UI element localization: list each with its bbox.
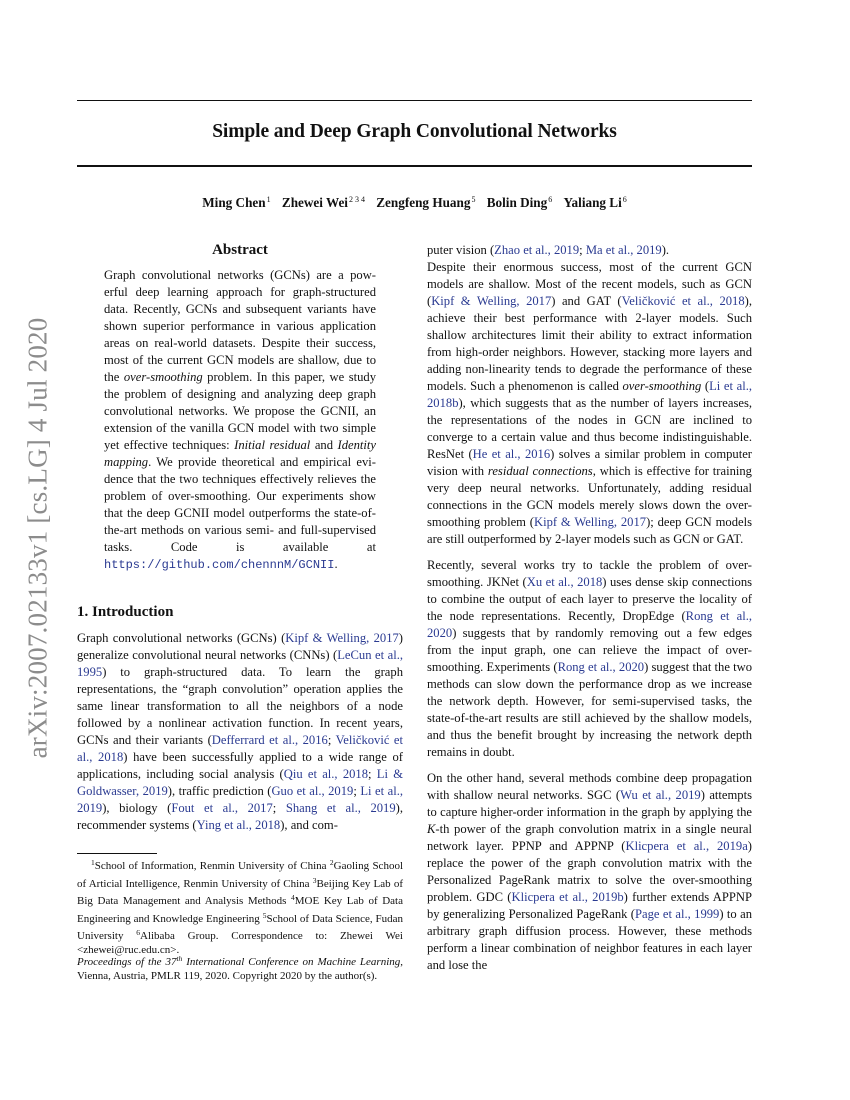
left-column xyxy=(77,240,403,834)
math-variable: K xyxy=(427,822,436,836)
footnote-mark: 2 xyxy=(329,858,334,867)
text: ), traffic prediction ( xyxy=(167,784,272,798)
author-name: Yaliang Li xyxy=(563,195,622,210)
emphasis: Proceedings of the 37 xyxy=(77,956,177,968)
footnote-mark: 5 xyxy=(262,910,267,920)
author-affiliation-mark: 5 xyxy=(471,195,476,204)
title-top-rule xyxy=(77,100,752,101)
citation-link[interactable]: He et al., 2016 xyxy=(472,447,551,461)
author xyxy=(202,195,270,210)
citation-link[interactable]: Li et al., 2018b xyxy=(427,379,752,410)
citation-link[interactable]: Kipf & Welling, 2017 xyxy=(534,515,647,529)
superscript: th xyxy=(176,954,183,963)
intro-paragraph-1 xyxy=(77,630,403,834)
footnote-text xyxy=(77,856,403,958)
text: ; xyxy=(272,801,286,815)
intro-paragraph-4 xyxy=(427,770,752,974)
text: On the other hand, several methods combine deep propagation with shallow neural networks. SGC ( xyxy=(427,771,752,802)
author xyxy=(376,195,475,210)
author-name: Ming Chen xyxy=(202,195,266,210)
text: ( xyxy=(701,379,710,393)
text: Graph convolutional networks (GCNs) ( xyxy=(77,631,286,645)
text: ) generalize convolutional neural networks (CNNs) ( xyxy=(77,631,403,662)
abstract-heading: Abstract xyxy=(212,242,268,258)
text: ; xyxy=(327,733,336,747)
footnote-rule xyxy=(77,853,157,854)
emphasis: residual connections xyxy=(487,464,593,478)
text: and xyxy=(310,438,338,452)
citation-link[interactable]: Page et al., 1999 xyxy=(635,907,720,921)
text: MOE Key Lab of Data Engineering and Knowledge Engineering xyxy=(77,895,403,925)
text: School of Data Science, Fudan University xyxy=(77,912,404,943)
paper-title: Simple and Deep Graph Convolutional Networks xyxy=(212,121,617,142)
author xyxy=(564,195,627,210)
text: Graph convolutional networks (GCNs) are a powerful deep learning approach for graph-structured data. Recently, GCNs and subsequent variants have shown superior performance in various application areas on real-world datasets. Despite their success, most of the current GCN models are shallow, due to the xyxy=(104,268,376,384)
text: Beijing Key Lab of Big Data Management and Analysis Methods xyxy=(77,877,403,908)
author-affiliation-mark: 1 xyxy=(266,195,271,204)
intro-paragraph-1-continued xyxy=(427,242,752,259)
author-name: Zengfeng Huang xyxy=(376,195,471,210)
text: ; xyxy=(368,767,377,781)
text: ), recommender systems ( xyxy=(77,801,403,832)
emphasis: over-smoothing xyxy=(622,379,702,393)
affiliation-footnote xyxy=(77,856,403,958)
citation-link[interactable]: Klicpera et al., 2019b xyxy=(511,890,624,904)
text: ), achieve their best performance with 2-layer models. Such shallow architectures limit their ability to extract information from high-order neighbors. However, stacking more layers and adding non-linearity tends to degrade the performance of these models. Such a phenomenon is called xyxy=(427,294,752,393)
author-list xyxy=(77,195,752,211)
text: . We provide theoretical and empirical evidence that the two techniques effectively relieves the problem of over-smoothing. Our experiments show that the deep GCNII model outperforms the state-of-the-art methods on various semi- and full-supervised tasks. Code is available at xyxy=(104,455,376,554)
footnote-mark: 3 xyxy=(312,875,317,885)
text: ) solves a similar problem in computer vision with xyxy=(427,447,753,478)
citation-link[interactable]: Rong et al., 2020 xyxy=(427,609,752,640)
footnote-mark: 1 xyxy=(91,858,95,867)
citation-link[interactable]: Li & Goldwasser, 2019 xyxy=(77,767,404,798)
citation-link[interactable]: Kipf & Welling, 2017 xyxy=(431,294,552,308)
author xyxy=(282,195,365,210)
proceedings-notice xyxy=(77,952,403,983)
text: ) and GAT ( xyxy=(551,294,622,308)
text: Recently, several works try to tackle the problem of over-smoothing. JKNet ( xyxy=(427,558,752,589)
text: ), and com- xyxy=(280,818,338,832)
text: School of Information, Renmin University of China xyxy=(94,860,330,872)
citation-link[interactable]: Veličković et al., 2018 xyxy=(621,294,745,308)
text: ) uses dense skip connections to combine the output of each layer to preserve the locality of the node representations. Recently, DropEdge ( xyxy=(427,575,753,623)
author-name: Zhewei Wei xyxy=(281,195,348,210)
author-affiliation-mark: 2 3 4 xyxy=(348,195,365,204)
text: ) replace the power of the graph convolution matrix with the Personalized PageRank matrix to solve the over-smoothing problem. GDC ( xyxy=(427,839,752,904)
citation-link[interactable]: Xu et al., 2018 xyxy=(526,575,603,589)
text: ) suggests that by randomly removing out a few edges from the input graph, one can relieve the impact of over-smoothing. Experiments ( xyxy=(427,626,752,674)
citation-link[interactable]: Ma et al., 2019 xyxy=(585,243,662,257)
author-name: Bolin Ding xyxy=(486,195,548,210)
citation-link[interactable]: Rong et al., 2020 xyxy=(557,660,645,674)
text: ; xyxy=(353,784,361,798)
text: ; xyxy=(579,243,586,257)
citation-link[interactable]: Fout et al., 2017 xyxy=(171,801,273,815)
citation-link[interactable]: Shang et al., 2019 xyxy=(285,801,396,815)
emphasis: International Conference on Machine Learning xyxy=(182,956,401,968)
citation-link[interactable]: Klicpera et al., 2019a xyxy=(625,839,748,853)
citation-link[interactable]: Guo et al., 2019 xyxy=(271,784,354,798)
author xyxy=(487,195,552,210)
citation-link[interactable]: Kipf & Welling, 2017 xyxy=(285,631,399,645)
citation-link[interactable]: Veličković et al., 2018 xyxy=(77,733,404,764)
code-url-link[interactable]: https://github.com/chennnM/GCNII xyxy=(104,558,335,572)
text: Alibaba Group. Correspondence to: Zhewei Wei <zhewei@ruc.edu.cn>. xyxy=(77,930,403,956)
text: ) have been successfully applied to a wide range of applications, including social analysis ( xyxy=(77,750,403,781)
text xyxy=(427,243,669,257)
text: . xyxy=(334,557,338,571)
text: ) further extends APPNP by generalizing Personalized PageRank ( xyxy=(427,890,752,921)
text: Despite their enormous success, most of the current GCN models are shallow. Most of the recent models, such as GCN ( xyxy=(427,260,752,308)
emphasis: Identity mapping xyxy=(104,438,377,469)
text: , which is effective for training very deep neural networks. Unfortunately, adding residual connections in the GCN models merely slows down the over-smoothing problem ( xyxy=(427,464,752,529)
author-affiliation-mark: 6 xyxy=(548,195,553,204)
author-affiliation-mark: 6 xyxy=(622,195,627,204)
citation-link[interactable]: LeCun et al., 1995 xyxy=(77,648,403,679)
citation-link[interactable]: Wu et al., 2019 xyxy=(620,788,701,802)
citation-link[interactable]: Qiu et al., 2018 xyxy=(283,767,369,781)
citation-link[interactable]: Defferrard et al., 2016 xyxy=(211,733,328,747)
citation-link[interactable]: Zhao et al., 2019 xyxy=(494,243,580,257)
emphasis: over-smoothing xyxy=(123,370,203,384)
arxiv-identifier-stamp: arXiv:2007.02133v1 [cs.LG] 4 Jul 2020 xyxy=(22,317,53,759)
text: ) to an arbitrary graph diffusion process. However, these methods perform a linear combination of neighbor features in each layer and lose the xyxy=(427,907,753,972)
intro-paragraph-3 xyxy=(427,557,752,761)
intro-paragraph-2 xyxy=(427,259,752,548)
citation-link[interactable]: Li et al., 2019 xyxy=(77,784,404,815)
footnote-mark: 4 xyxy=(291,893,295,903)
section-heading-introduction: 1. Introduction xyxy=(77,604,174,620)
text: -th power of the graph convolution matrix in a single neural network layer. PPNP and APPNP ( xyxy=(427,822,752,853)
text: problem. In this paper, we study the problem of designing and analyzing deep graph convolutional networks. We propose the GCNII, an extension of the vanilla GCN model with two simple yet effective techniques: xyxy=(104,370,376,452)
text: Gaoling School of Articial Intelligence, Renmin University of China xyxy=(77,860,403,890)
text: ); deep GCN models are still outperformed by 2-layer models such as GCN or GAT. xyxy=(427,515,752,546)
text: ). xyxy=(661,243,670,257)
text: ) attempts to capture higher-order information in the graph by applying the xyxy=(427,788,752,819)
right-column xyxy=(427,242,752,974)
text: ) to graph-structured data. To learn the graph representations, the “graph convolution” operation applies the same linear transformation to all the neighbors of a node followed by a nonlinear activation function. In recent years, GCNs and their variants ( xyxy=(77,665,403,747)
text: ), biology ( xyxy=(102,801,172,815)
text: , Vienna, Austria, PMLR 119, 2020. Copyright 2020 by the author(s). xyxy=(77,956,403,982)
text: ) suggest that the two methods can slow down the performance drop as we increase the network depth. However, for semi-supervised tasks, the state-of-the-art results are still achieved by the shallow models, and thus the benefit brought by increasing the network depth remains in doubt. xyxy=(427,660,752,759)
footnote-mark: 6 xyxy=(136,928,140,938)
emphasis: Initial residual xyxy=(234,438,311,452)
citation-link[interactable]: Ying et al., 2018 xyxy=(196,818,281,832)
title-bottom-rule xyxy=(77,165,752,167)
abstract-text xyxy=(104,267,376,574)
text: puter vision ( xyxy=(427,243,495,257)
text: ), which suggests that as the number of layers increases, the representations of the nodes in GCN are inclined to converge to a certain value and thus become indistinguishable. ResNet ( xyxy=(427,396,752,461)
